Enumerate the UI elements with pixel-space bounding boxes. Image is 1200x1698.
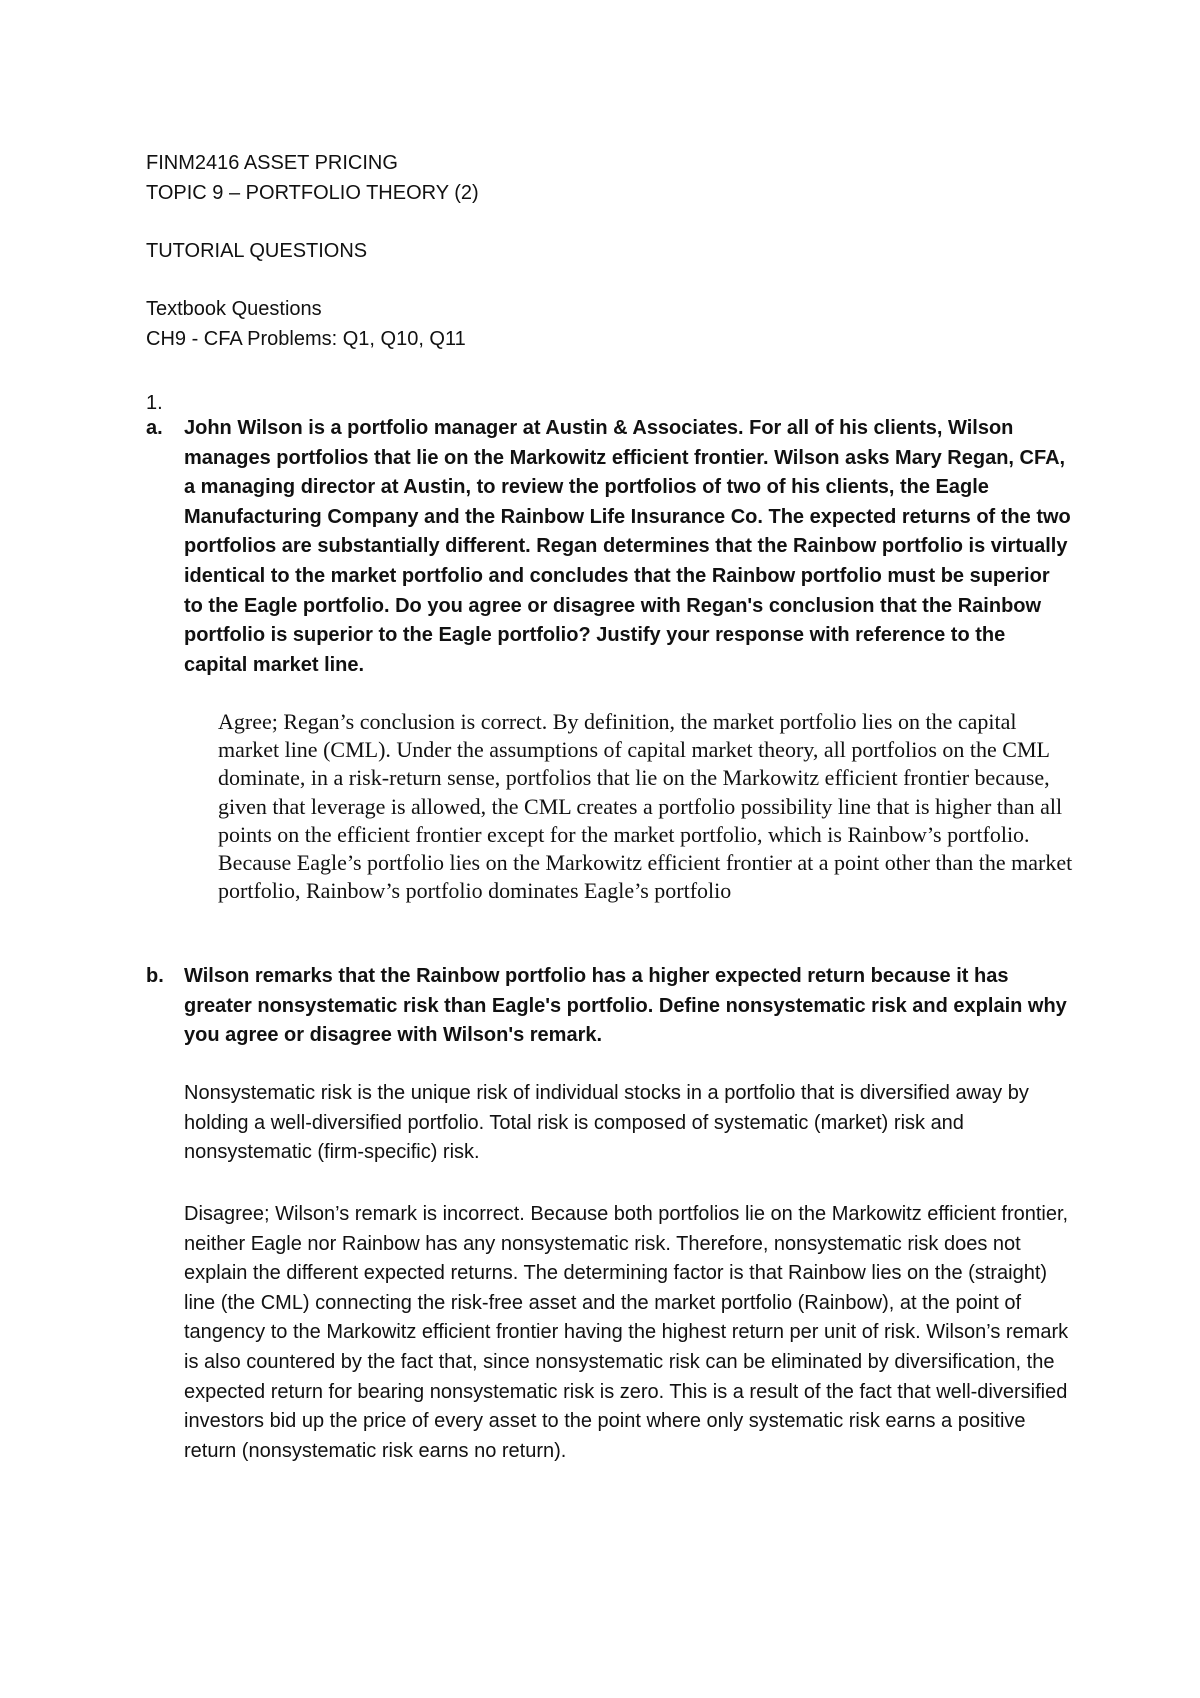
question-a-label: a. <box>146 417 163 439</box>
answer-b-explanation: Disagree; Wilson’s remark is incorrect. Because both portfolios lie on the Markowitz efficient frontier, neither Eagle nor Rainbow has any nonsystematic risk. Therefore, nonsystematic risk does not explain the different expected returns. The determining factor is that Rainbow lies on the (straight) line (the CML) connecting the risk-free asset and the market portfolio (Rainbow), at the point of tangency to the Markowitz efficient frontier having the highest return per unit of risk. Wilson’s remark is also countered by the fact that, since nonsystematic risk can be eliminated by diversification, the expected return for bearing nonsystematic risk is zero. This is a result of the fact that well-diversified investors bid up the price of every asset to the point where only systematic risk earns a positive return (nonsystematic risk earns no return). <box>184 1203 1069 1462</box>
answer-a: Agree; Regan’s conclusion is correct. By definition, the market portfolio lies on the capital market line (CML). Under the assumptions of capital market theory, all portfolios on the CML dominate, in a risk-return sense, portfolios that lie on the Markowitz efficient frontier because, given that leverage is allowed, the CML creates a portfolio possibility line that is higher than all points on the efficient frontier except for the market portfolio, which is Rainbow’s portfolio. Because Eagle’s portfolio lies on the Markowitz efficient frontier at a point other than the market portfolio, Rainbow’s portfolio dominates Eagle’s portfolio <box>218 709 1073 904</box>
question-b <box>146 962 1071 1051</box>
question-b-label: b. <box>146 965 164 987</box>
section-title: TUTORIAL QUESTIONS <box>146 240 368 262</box>
document-header <box>146 148 1076 354</box>
question-number: 1. <box>146 392 163 414</box>
subsection-title: Textbook Questions <box>146 298 322 320</box>
course-title: FINM2416 ASSET PRICING <box>146 152 398 174</box>
question-a <box>146 414 1071 680</box>
topic-title: TOPIC 9 – PORTFOLIO THEORY (2) <box>146 182 479 204</box>
answer-b-definition: Nonsystematic risk is the unique risk of individual stocks in a portfolio that is diversified away by holding a well-diversified portfolio. Total risk is composed of systematic (market) risk and nonsystematic (firm-specific) risk. <box>184 1082 1029 1164</box>
question-a-text: John Wilson is a portfolio manager at Austin & Associates. For all of his clients, Wilson manages portfolios that lie on the Markowitz efficient frontier. Wilson asks Mary Regan, CFA, a managing director at Austin, to review the portfolios of two of his clients, the Eagle Manufacturing Company and the Rainbow Life Insurance Co. The expected returns of the two portfolios are substantially different. Regan determines that the Rainbow portfolio is virtually identical to the market portfolio and concludes that the Rainbow portfolio must be superior to the Eagle portfolio. Do you agree or disagree with Regan's conclusion that the Rainbow portfolio is superior to the Eagle portfolio? Justify your response with reference to the capital market line. <box>184 417 1071 676</box>
problem-list: CH9 - CFA Problems: Q1, Q10, Q11 <box>146 328 466 350</box>
question-b-text: Wilson remarks that the Rainbow portfolio has a higher expected return because it has greater nonsystematic risk than Eagle's portfolio. Define nonsystematic risk and explain why you agree or disagree with Wilson's remark. <box>184 965 1067 1047</box>
